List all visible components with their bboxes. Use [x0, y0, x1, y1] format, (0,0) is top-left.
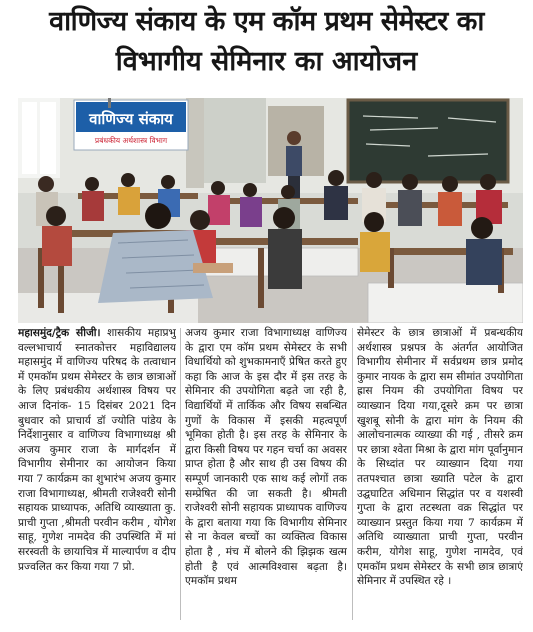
banner-title: वाणिज्य संकाय: [89, 110, 173, 128]
article-body: [18, 326, 523, 626]
article-column-1: [18, 326, 176, 626]
dateline: महासमुंद/ट्रैक सीजी।: [18, 327, 101, 339]
column-divider: [180, 328, 181, 620]
headline-line-1: वाणिज्य संकाय के एम कॉम प्रथम सेमेस्टर का: [49, 6, 484, 37]
headline: [0, 2, 533, 80]
column-1-text: शासकीय महाप्रभु वल्लभाचार्य स्नातकोत्तर महाविद्यालय महासमुंद में वाणिज्य परिषद के तत्वाधान में एमकॉम प्रथम सेमेस्टर के छात्र छात्राओं के लिए प्रबंधकीय अर्थशास्त्र विषय पर आज दिनांक- 15 दिसंबर 2021 दिन बुधवार को प्राचार्य डॉ ज्योति पांडेय के निर्देशानुसार व वाणिज्य विभागाध्यक्ष श्री अजय कुमार राजा के मार्गदर्शन में विभागीय सेमीनार का आयोजन किया गया 7 कार्यक्रम का शुभारंभ अजय कुमार राजा विभागाध्यक्ष, श्रीमती राजेश्वरी सोनी सहायक प्राध्यापक, अतिथि व्याख्याता कु. प्राची गुप्ता ,श्रीमती परवीन करीम , योगेश साहू, गुणेश नामदेव की उपस्थिति में मां सरस्वती के छायाचित्र में माल्यार्पण व दीप प्रज्वलित कर किया गया 7 प्रो.: [18, 327, 176, 573]
article-column-3: [357, 326, 523, 626]
column-3-text: सेमेस्टर के छात्र छात्राओं में प्रबन्धकीय अर्थशास्त्र प्रश्नपत्र के अंतर्गत आयोजित विभागीय सेमीनार में सर्वप्रथम छात्र प्रमोद कुमार नायक के द्वारा सम सीमांत उपयोगिता ह्रास नियम की उपयोगिता विषय पर व्याख्यान दिया गया,दूसरे क्रम पर छात्रा खुशबू सोनी के द्वारा मांग के नियम की आलोचनात्मक व्याख्या की गई , तीसरे क्रम पर छात्रा श्वेता मिश्रा के द्वारा मांग पूर्वानुमान के सिध्दांत पर व्याख्यान दिया गया ततपश्चात छात्रा ख्याति पटेल के द्वारा उद्घघाटित अधिमान सिद्धांत पर व यशस्वी गुप्ता के द्वारा तटस्थता वक्र सिद्धांत पर व्याख्यान प्रस्तुत किया गया 7 कार्यक्रम में अतिथि व्याख्याता प्राची गुप्ता, परवीन करीम, योगेश साहू, गुणेश नामदेव, एवं एमकॉम प्रथम सेमेस्टर के सभी छात्र छात्राएं सेमिनार में उपस्थित रहे ।: [357, 327, 523, 588]
headline-line-2: विभागीय सेमिनार का आयोजन: [115, 46, 418, 77]
article-column-2: [185, 326, 347, 626]
column-divider: [352, 328, 353, 620]
banner-subtitle: प्रबंधकीय अर्थशास्त्र विभाग: [94, 136, 168, 145]
banner: [74, 100, 188, 150]
news-photo: [18, 98, 523, 323]
column-2-text: अजय कुमार राजा विभागाध्यक्ष वाणिज्य के द्वारा एम कॉम प्रथम सेमेस्टर के सभी विधार्थियो को शुभकामनाएँ प्रेषित करते हुए कहा कि आज के इस दौर में इस तरह के सेमिनार की उपयोगिता बढ़ते जा रही है, विद्यार्थियों में तार्किक और विषय सबन्धित गुणों के विकास में इसकी महत्वपूर्ण भूमिका होती है। इस तरह के सेमिनार के द्वारा किसी विषय पर गहन चर्चा का अवसर प्राप्त होता है और साथ ही उस विषय की सम्पूर्ण जानकारी एक साथ कई लोगों तक सम्प्रेषित की जा सकती है। श्रीमती राजेश्वरी सोनी सहायक प्राध्यापक वाणिज्य के द्वारा बताया गया कि विभागीय सेमिनार से ना केवल बच्चों का व्यक्तित्व विकास होता है , मंच में बोलने की झिझक खत्म होती है एवं आत्मविश्वास बढ़ता है। एमकॉम प्रथम: [185, 327, 347, 588]
